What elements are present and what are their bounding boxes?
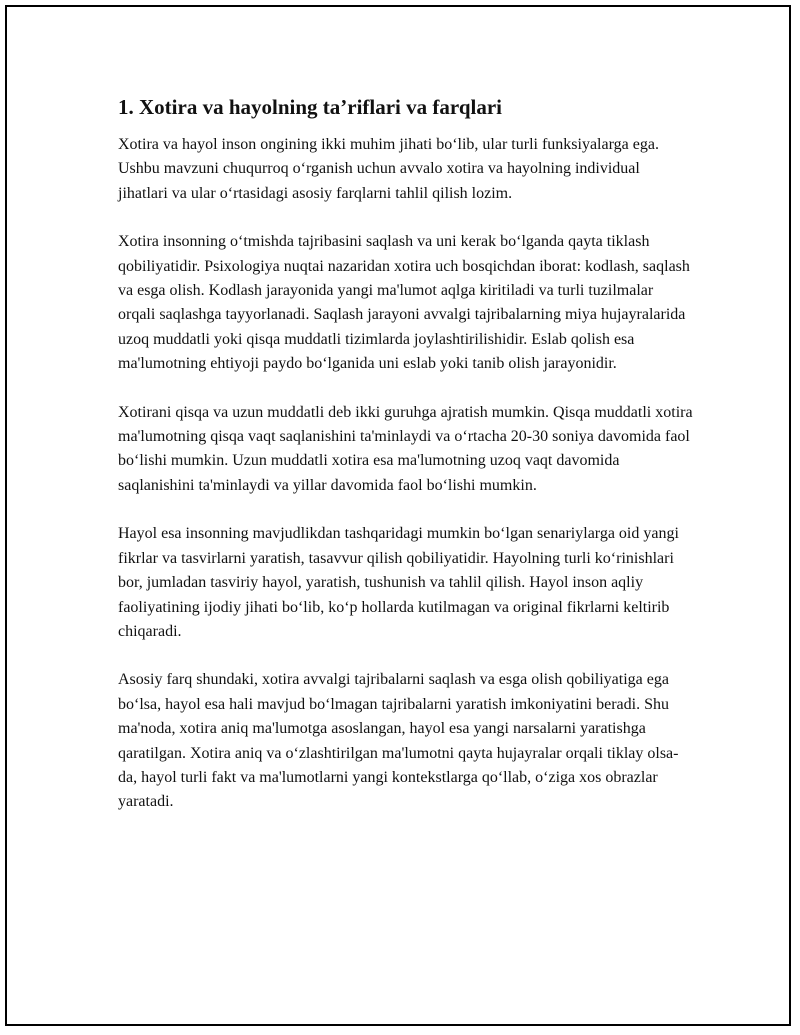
paragraph-main-difference: Asosiy farq shundaki, xotira avvalgi tajribalarni saqlash va esga olish qobiliyatiga ega bo‘lsa, hayol esa hali mavjud bo‘lmagan tajribalarni yaratish imkoniyatini beradi. Shu ma'noda, xotira aniq ma'lumotga asoslangan, hayol esa yangi narsalarni yaratishga qaratilgan. Xotira aniq va o‘zlashtirilgan ma'lumotni qayta hujayralar orqali tiklay olsa-da, hayol turli fakt va ma'lumotlarni yangi kontekstlarga qo‘llab, o‘ziga xos obrazlar yaratadi. (118, 671, 679, 811)
paragraph-imagination-definition: Hayol esa insonning mavjudlikdan tashqaridagi mumkin bo‘lgan senariylarga oid yangi fikrlar va tasvirlarni yaratish, tasavvur qilish qobiliyatidir. Hayolning turli ko‘rinishlari bor, jumladan tasviriy hayol, yaratish, tushunish va tahlil qilish. Hayol inson aqliy faoliyatining ijodiy jihati bo‘lib, ko‘p hollarda kutilmagan va original fikrlarni keltirib chiqaradi. (118, 525, 679, 640)
paragraph-memory-types: Xotirani qisqa va uzun muddatli deb ikki guruhga ajratish mumkin. Qisqa muddatli xotira ma'lumotning qisqa vaqt saqlanishini ta'minlaydi va o‘rtacha 20-30 soniya davomida faol bo‘lishi mumkin. Uzun muddatli xotira esa ma'lumotning uzoq vaqt davomida saqlanishini ta'minlaydi va yillar davomida faol bo‘lishi mumkin. (118, 403, 693, 494)
paragraph-memory-definition: Xotira insonning o‘tmishda tajribasini saqlash va uni kerak bo‘lganda qayta tiklash qobiliyatidir. Psixologiya nuqtai nazaridan xotira uch bosqichdan iborat: kodlash, saqlash va esga olish. Kodlash jarayonida yangi ma'lumot aqlga kiritiladi va turli tuzilmalar orqali saqlashga tayyorlanadi. Saqlash jarayoni avvalgi tajribalarning miya hujayralarida uzoq muddatli yoki qisqa muddatli tizimlarda joylashtirilishidir. Eslab qolish esa ma'lumotning ehtiyoji paydo bo‘lganida uni eslab yoki tanib olish jarayonidir. (118, 233, 690, 373)
section-heading: 1. Xotira va hayolning ta’riflari va farqlari (118, 95, 502, 119)
paragraph-intro: Xotira va hayol inson ongining ikki muhim jihati bo‘lib, ular turli funksiyalarga ega. Ushbu mavzuni chuqurroq o‘rganish uchun avvalo xotira va hayolning individual jihatlari va ular o‘rtasidagi asosiy farqlarni tahlil qilish lozim. (118, 136, 659, 202)
document-body (118, 93, 693, 839)
